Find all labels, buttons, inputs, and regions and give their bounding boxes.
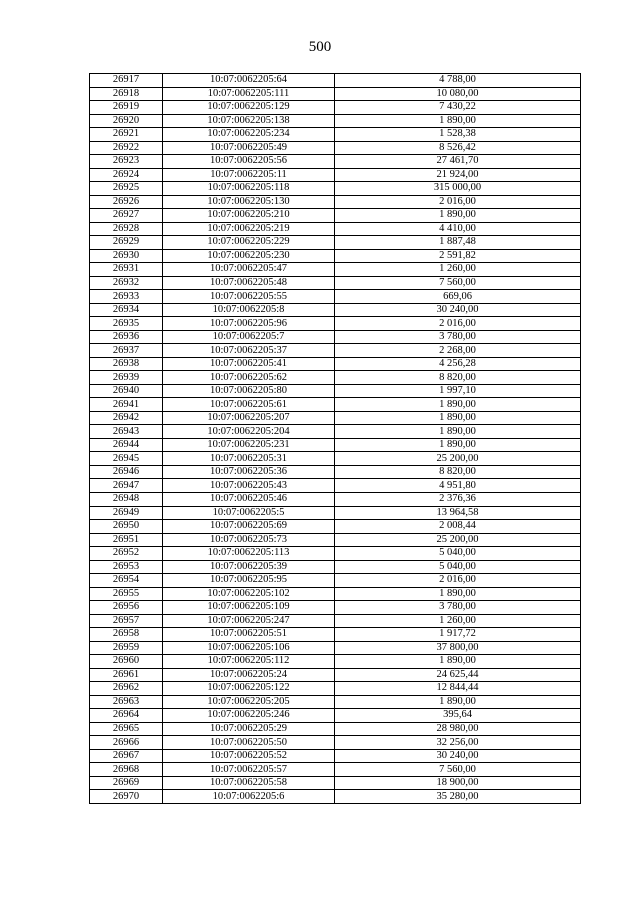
row-number-cell: 26930 <box>90 249 163 263</box>
row-number-cell: 26931 <box>90 263 163 277</box>
amount-cell: 1 890,00 <box>335 695 581 709</box>
amount-cell: 13 964,58 <box>335 506 581 520</box>
table-row <box>90 425 581 439</box>
row-number-cell: 26929 <box>90 236 163 250</box>
cadastral-number-cell: 10:07:0062205:113 <box>163 547 335 561</box>
table-row <box>90 276 581 290</box>
table-row <box>90 384 581 398</box>
table-row <box>90 263 581 277</box>
cadastral-number-cell: 10:07:0062205:6 <box>163 790 335 804</box>
amount-cell: 315 000,00 <box>335 182 581 196</box>
amount-cell: 1 917,72 <box>335 628 581 642</box>
amount-cell: 21 924,00 <box>335 168 581 182</box>
amount-cell: 2 016,00 <box>335 574 581 588</box>
cadastral-number-cell: 10:07:0062205:106 <box>163 641 335 655</box>
row-number-cell: 26965 <box>90 722 163 736</box>
row-number-cell: 26959 <box>90 641 163 655</box>
table-row <box>90 344 581 358</box>
amount-cell: 25 200,00 <box>335 533 581 547</box>
amount-cell: 35 280,00 <box>335 790 581 804</box>
row-number-cell: 26938 <box>90 357 163 371</box>
table-row <box>90 209 581 223</box>
row-number-cell: 26958 <box>90 628 163 642</box>
row-number-cell: 26969 <box>90 776 163 790</box>
row-number-cell: 26946 <box>90 465 163 479</box>
amount-cell: 4 256,28 <box>335 357 581 371</box>
table-row <box>90 722 581 736</box>
row-number-cell: 26922 <box>90 141 163 155</box>
amount-cell: 1 260,00 <box>335 614 581 628</box>
row-number-cell: 26945 <box>90 452 163 466</box>
cadastral-number-cell: 10:07:0062205:49 <box>163 141 335 155</box>
cadastral-number-cell: 10:07:0062205:62 <box>163 371 335 385</box>
cadastral-number-cell: 10:07:0062205:46 <box>163 492 335 506</box>
amount-cell: 1 260,00 <box>335 263 581 277</box>
row-number-cell: 26970 <box>90 790 163 804</box>
amount-cell: 8 526,42 <box>335 141 581 155</box>
cadastral-number-cell: 10:07:0062205:229 <box>163 236 335 250</box>
table-row <box>90 195 581 209</box>
table-row <box>90 520 581 534</box>
row-number-cell: 26918 <box>90 87 163 101</box>
amount-cell: 12 844,44 <box>335 682 581 696</box>
row-number-cell: 26948 <box>90 492 163 506</box>
amount-cell: 7 430,22 <box>335 101 581 115</box>
table-row <box>90 371 581 385</box>
row-number-cell: 26961 <box>90 668 163 682</box>
row-number-cell: 26927 <box>90 209 163 223</box>
cadastral-number-cell: 10:07:0062205:57 <box>163 763 335 777</box>
row-number-cell: 26941 <box>90 398 163 412</box>
cadastral-number-cell: 10:07:0062205:246 <box>163 709 335 723</box>
amount-cell: 1 890,00 <box>335 425 581 439</box>
cadastral-number-cell: 10:07:0062205:7 <box>163 330 335 344</box>
row-number-cell: 26940 <box>90 384 163 398</box>
amount-cell: 1 890,00 <box>335 655 581 669</box>
row-number-cell: 26951 <box>90 533 163 547</box>
cadastral-number-cell: 10:07:0062205:73 <box>163 533 335 547</box>
table-row <box>90 101 581 115</box>
table-row <box>90 155 581 169</box>
cadastral-number-cell: 10:07:0062205:24 <box>163 668 335 682</box>
amount-cell: 4 951,80 <box>335 479 581 493</box>
table-row <box>90 628 581 642</box>
row-number-cell: 26952 <box>90 547 163 561</box>
cadastral-number-cell: 10:07:0062205:31 <box>163 452 335 466</box>
row-number-cell: 26924 <box>90 168 163 182</box>
registry-table-body <box>90 74 581 804</box>
amount-cell: 1 997,10 <box>335 384 581 398</box>
cadastral-number-cell: 10:07:0062205:37 <box>163 344 335 358</box>
amount-cell: 1 890,00 <box>335 398 581 412</box>
amount-cell: 1 528,38 <box>335 128 581 142</box>
cadastral-number-cell: 10:07:0062205:11 <box>163 168 335 182</box>
cadastral-number-cell: 10:07:0062205:8 <box>163 303 335 317</box>
table-row <box>90 749 581 763</box>
table-row <box>90 303 581 317</box>
amount-cell: 1 887,48 <box>335 236 581 250</box>
amount-cell: 4 788,00 <box>335 74 581 88</box>
cadastral-number-cell: 10:07:0062205:230 <box>163 249 335 263</box>
table-row <box>90 74 581 88</box>
row-number-cell: 26963 <box>90 695 163 709</box>
table-row <box>90 763 581 777</box>
row-number-cell: 26962 <box>90 682 163 696</box>
amount-cell: 1 890,00 <box>335 209 581 223</box>
row-number-cell: 26950 <box>90 520 163 534</box>
table-row <box>90 574 581 588</box>
amount-cell: 4 410,00 <box>335 222 581 236</box>
amount-cell: 7 560,00 <box>335 276 581 290</box>
table-row <box>90 249 581 263</box>
row-number-cell: 26936 <box>90 330 163 344</box>
table-row <box>90 587 581 601</box>
row-number-cell: 26926 <box>90 195 163 209</box>
amount-cell: 2 016,00 <box>335 195 581 209</box>
row-number-cell: 26928 <box>90 222 163 236</box>
table-row <box>90 411 581 425</box>
amount-cell: 1 890,00 <box>335 587 581 601</box>
row-number-cell: 26955 <box>90 587 163 601</box>
cadastral-number-cell: 10:07:0062205:52 <box>163 749 335 763</box>
table-row <box>90 533 581 547</box>
amount-cell: 8 820,00 <box>335 371 581 385</box>
cadastral-number-cell: 10:07:0062205:5 <box>163 506 335 520</box>
table-row <box>90 222 581 236</box>
cadastral-number-cell: 10:07:0062205:80 <box>163 384 335 398</box>
amount-cell: 1 890,00 <box>335 114 581 128</box>
cadastral-number-cell: 10:07:0062205:41 <box>163 357 335 371</box>
row-number-cell: 26943 <box>90 425 163 439</box>
amount-cell: 5 040,00 <box>335 547 581 561</box>
cadastral-number-cell: 10:07:0062205:69 <box>163 520 335 534</box>
table-row <box>90 438 581 452</box>
row-number-cell: 26939 <box>90 371 163 385</box>
table-row <box>90 547 581 561</box>
row-number-cell: 26935 <box>90 317 163 331</box>
amount-cell: 7 560,00 <box>335 763 581 777</box>
row-number-cell: 26920 <box>90 114 163 128</box>
cadastral-number-cell: 10:07:0062205:210 <box>163 209 335 223</box>
table-row <box>90 317 581 331</box>
amount-cell: 395,64 <box>335 709 581 723</box>
cadastral-number-cell: 10:07:0062205:231 <box>163 438 335 452</box>
table-row <box>90 560 581 574</box>
row-number-cell: 26932 <box>90 276 163 290</box>
amount-cell: 2 268,00 <box>335 344 581 358</box>
amount-cell: 2 016,00 <box>335 317 581 331</box>
cadastral-number-cell: 10:07:0062205:109 <box>163 601 335 615</box>
table-row <box>90 655 581 669</box>
row-number-cell: 26933 <box>90 290 163 304</box>
page-number: 500 <box>308 39 332 55</box>
amount-cell: 3 780,00 <box>335 330 581 344</box>
cadastral-number-cell: 10:07:0062205:48 <box>163 276 335 290</box>
row-number-cell: 26954 <box>90 574 163 588</box>
cadastral-number-cell: 10:07:0062205:234 <box>163 128 335 142</box>
amount-cell: 24 625,44 <box>335 668 581 682</box>
amount-cell: 25 200,00 <box>335 452 581 466</box>
table-row <box>90 87 581 101</box>
amount-cell: 30 240,00 <box>335 303 581 317</box>
cadastral-number-cell: 10:07:0062205:129 <box>163 101 335 115</box>
amount-cell: 5 040,00 <box>335 560 581 574</box>
row-number-cell: 26923 <box>90 155 163 169</box>
cadastral-number-cell: 10:07:0062205:51 <box>163 628 335 642</box>
table-row <box>90 736 581 750</box>
cadastral-number-cell: 10:07:0062205:130 <box>163 195 335 209</box>
table-row <box>90 452 581 466</box>
row-number-cell: 26960 <box>90 655 163 669</box>
cadastral-number-cell: 10:07:0062205:56 <box>163 155 335 169</box>
table-row <box>90 236 581 250</box>
row-number-cell: 26942 <box>90 411 163 425</box>
cadastral-number-cell: 10:07:0062205:36 <box>163 465 335 479</box>
row-number-cell: 26968 <box>90 763 163 777</box>
table-row <box>90 668 581 682</box>
table-row <box>90 601 581 615</box>
cadastral-number-cell: 10:07:0062205:207 <box>163 411 335 425</box>
table-row <box>90 141 581 155</box>
amount-cell: 18 900,00 <box>335 776 581 790</box>
row-number-cell: 26957 <box>90 614 163 628</box>
row-number-cell: 26944 <box>90 438 163 452</box>
table-row <box>90 614 581 628</box>
cadastral-number-cell: 10:07:0062205:102 <box>163 587 335 601</box>
table-row <box>90 357 581 371</box>
row-number-cell: 26937 <box>90 344 163 358</box>
cadastral-number-cell: 10:07:0062205:96 <box>163 317 335 331</box>
row-number-cell: 26966 <box>90 736 163 750</box>
cadastral-number-cell: 10:07:0062205:247 <box>163 614 335 628</box>
table-row <box>90 398 581 412</box>
cadastral-number-cell: 10:07:0062205:205 <box>163 695 335 709</box>
table-row <box>90 776 581 790</box>
amount-cell: 8 820,00 <box>335 465 581 479</box>
row-number-cell: 26917 <box>90 74 163 88</box>
registry-table <box>89 73 581 804</box>
table-row <box>90 114 581 128</box>
cadastral-number-cell: 10:07:0062205:58 <box>163 776 335 790</box>
amount-cell: 1 890,00 <box>335 438 581 452</box>
table-row <box>90 790 581 804</box>
cadastral-number-cell: 10:07:0062205:204 <box>163 425 335 439</box>
amount-cell: 2 376,36 <box>335 492 581 506</box>
cadastral-number-cell: 10:07:0062205:55 <box>163 290 335 304</box>
amount-cell: 30 240,00 <box>335 749 581 763</box>
row-number-cell: 26964 <box>90 709 163 723</box>
cadastral-number-cell: 10:07:0062205:50 <box>163 736 335 750</box>
row-number-cell: 26947 <box>90 479 163 493</box>
table-row <box>90 330 581 344</box>
table-row <box>90 641 581 655</box>
amount-cell: 1 890,00 <box>335 411 581 425</box>
amount-cell: 37 800,00 <box>335 641 581 655</box>
row-number-cell: 26934 <box>90 303 163 317</box>
table-row <box>90 290 581 304</box>
table-row <box>90 506 581 520</box>
table-row <box>90 128 581 142</box>
table-row <box>90 182 581 196</box>
table-row <box>90 479 581 493</box>
row-number-cell: 26925 <box>90 182 163 196</box>
row-number-cell: 26921 <box>90 128 163 142</box>
cadastral-number-cell: 10:07:0062205:29 <box>163 722 335 736</box>
cadastral-number-cell: 10:07:0062205:61 <box>163 398 335 412</box>
cadastral-number-cell: 10:07:0062205:39 <box>163 560 335 574</box>
row-number-cell: 26919 <box>90 101 163 115</box>
table-row <box>90 682 581 696</box>
amount-cell: 669,06 <box>335 290 581 304</box>
cadastral-number-cell: 10:07:0062205:112 <box>163 655 335 669</box>
cadastral-number-cell: 10:07:0062205:118 <box>163 182 335 196</box>
cadastral-number-cell: 10:07:0062205:122 <box>163 682 335 696</box>
row-number-cell: 26953 <box>90 560 163 574</box>
amount-cell: 10 080,00 <box>335 87 581 101</box>
cadastral-number-cell: 10:07:0062205:138 <box>163 114 335 128</box>
amount-cell: 27 461,70 <box>335 155 581 169</box>
amount-cell: 2 591,82 <box>335 249 581 263</box>
cadastral-number-cell: 10:07:0062205:64 <box>163 74 335 88</box>
table-row <box>90 709 581 723</box>
cadastral-number-cell: 10:07:0062205:95 <box>163 574 335 588</box>
amount-cell: 3 780,00 <box>335 601 581 615</box>
table-row <box>90 168 581 182</box>
row-number-cell: 26956 <box>90 601 163 615</box>
amount-cell: 28 980,00 <box>335 722 581 736</box>
amount-cell: 2 008,44 <box>335 520 581 534</box>
cadastral-number-cell: 10:07:0062205:219 <box>163 222 335 236</box>
amount-cell: 32 256,00 <box>335 736 581 750</box>
row-number-cell: 26949 <box>90 506 163 520</box>
table-row <box>90 465 581 479</box>
table-row <box>90 492 581 506</box>
table-row <box>90 695 581 709</box>
cadastral-number-cell: 10:07:0062205:47 <box>163 263 335 277</box>
cadastral-number-cell: 10:07:0062205:43 <box>163 479 335 493</box>
cadastral-number-cell: 10:07:0062205:111 <box>163 87 335 101</box>
row-number-cell: 26967 <box>90 749 163 763</box>
